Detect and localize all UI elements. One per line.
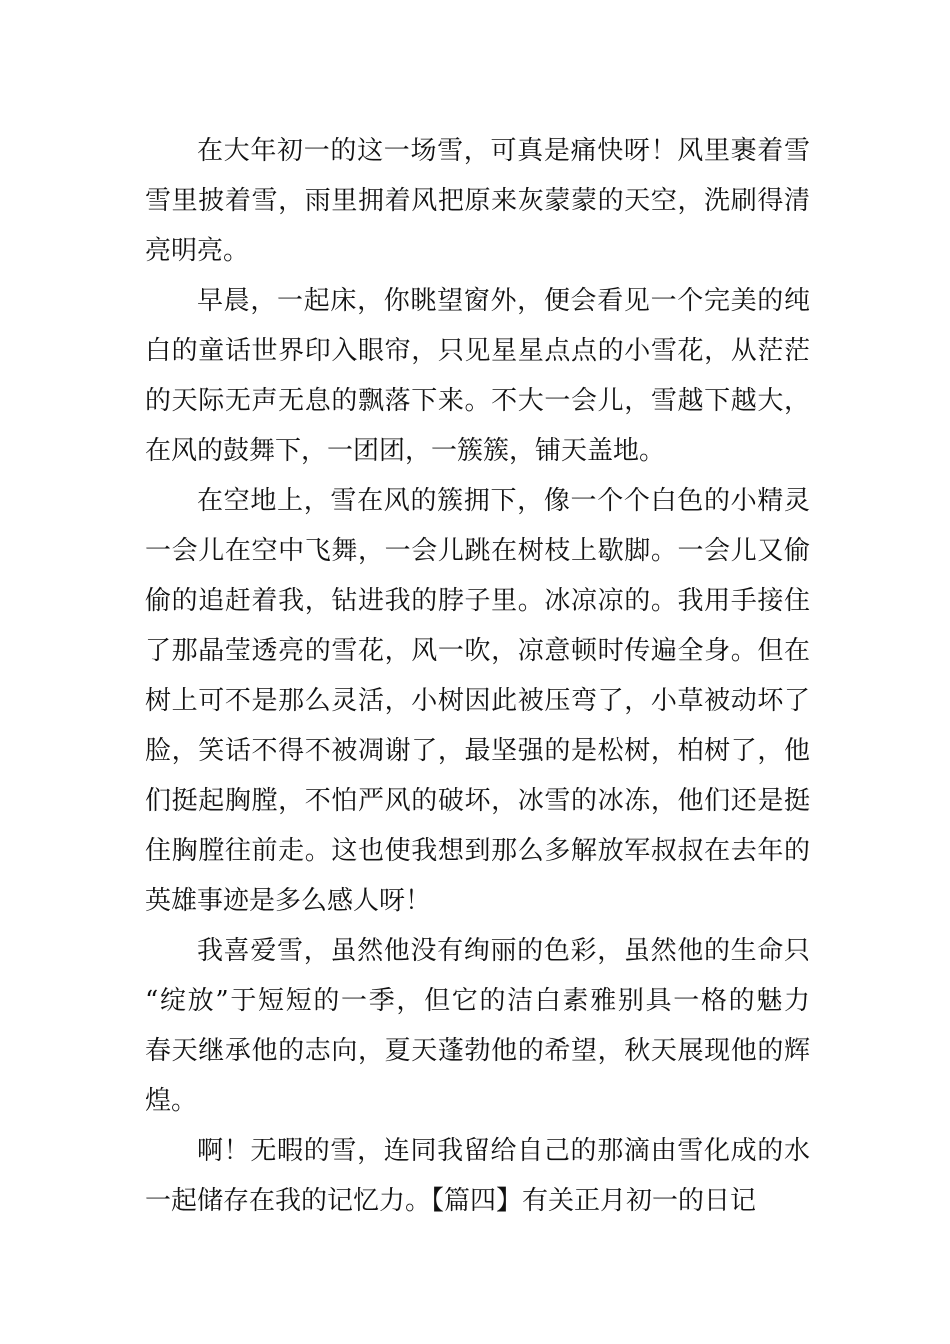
paragraph-5: [145, 1126, 810, 1226]
paragraph-line: 一会儿在空中飞舞，一会儿跳在树枝上歇脚。一会儿又偷: [145, 536, 810, 566]
paragraph-4: [145, 926, 810, 1126]
paragraph-1: [145, 126, 810, 276]
paragraph-line: 白的童话世界印入眼帘，只见星星点点的小雪花，从茫茫: [145, 336, 810, 366]
paragraph-line: 在风的鼓舞下，一团团，一簇簇，铺天盖地。: [145, 436, 666, 466]
paragraph-line: 脸，笑话不得不被凋谢了，最坚强的是松树，柏树了，他: [145, 736, 810, 766]
paragraph-line: 们挺起胸膛，不怕严风的破坏，冰雪的冰冻，他们还是挺: [145, 786, 810, 816]
paragraph-line: 英雄事迹是多么感人呀！: [145, 886, 432, 916]
paragraph-line: 一起储存在我的记忆力。【篇四】有关正月初一的日记: [145, 1186, 757, 1216]
document-body: [145, 126, 810, 1226]
paragraph-line: 我喜爱雪，虽然他没有绚丽的色彩，虽然他的生命只: [197, 936, 810, 966]
paragraph-line: 在大年初一的这一场雪，可真是痛快呀！风里裹着雪: [197, 136, 810, 166]
paragraph-line: 住胸膛往前走。这也使我想到那么多解放军叔叔在去年的: [145, 836, 810, 866]
paragraph-line: “绽放”于短短的一季，但它的洁白素雅别具一格的魅力: [145, 986, 810, 1016]
paragraph-line: 偷的追赶着我，钻进我的脖子里。冰凉凉的。我用手接住: [145, 586, 810, 616]
paragraph-line: 煌。: [145, 1086, 198, 1116]
paragraph-line: 了那晶莹透亮的雪花，风一吹，凉意顿时传遍全身。但在: [145, 636, 810, 666]
paragraph-line: 雪里披着雪，雨里拥着风把原来灰蒙蒙的天空，洗刷得清: [145, 186, 810, 216]
paragraph-3: [145, 476, 810, 926]
paragraph-line: 早晨，一起床，你眺望窗外，便会看见一个完美的纯: [197, 286, 810, 316]
paragraph-line: 亮明亮。: [145, 236, 250, 266]
paragraph-line: 春天继承他的志向，夏天蓬勃他的希望，秋天展现他的辉: [145, 1036, 810, 1066]
paragraph-line: 在空地上，雪在风的簇拥下，像一个个白色的小精灵: [197, 486, 810, 516]
paragraph-line: 树上可不是那么灵活，小树因此被压弯了，小草被动坏了: [145, 686, 810, 716]
paragraph-2: [145, 276, 810, 476]
paragraph-line: 的天际无声无息的飘落下来。不大一会儿，雪越下越大，: [145, 386, 810, 416]
paragraph-line: 啊！无暇的雪，连同我留给自己的那滴由雪化成的水: [197, 1136, 810, 1166]
